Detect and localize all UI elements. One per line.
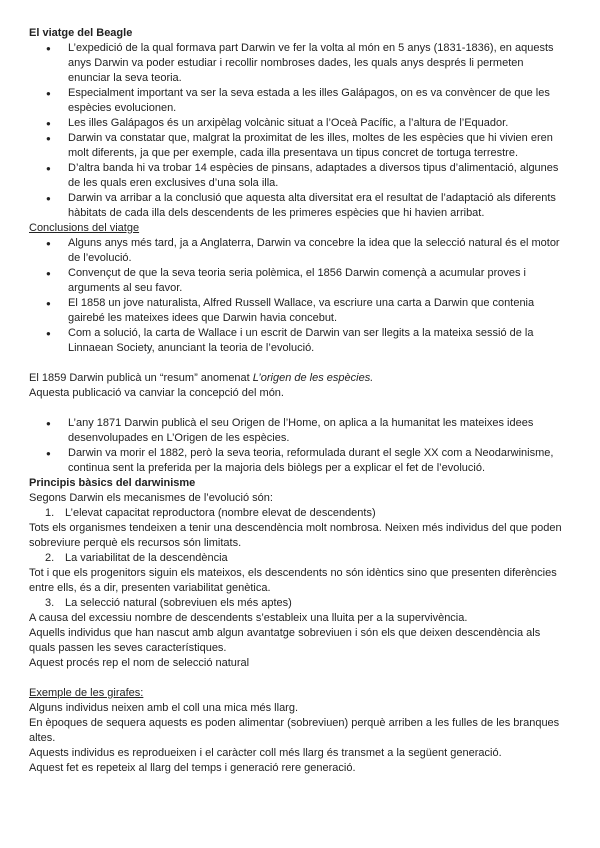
principle-text: A causa del excessiu nombre de descendents s’estableix una lluita per a la supervivència. [29,612,468,624]
origen-text: El 1859 Darwin publicà un “resum” anomenat [29,372,253,384]
list-item: ● L’any 1871 Darwin publicà el seu Origen de l’Home, on aplica a la humanitat les mateixes idees desenvolupades en L’Origen de les espècies. [68,416,568,446]
girafes-line: Aquest fet es repeteix al llarg del temps i generació rere generació. [29,762,356,774]
list-item: ● Com a solució, la carta de Wallace i un escrit de Darwin van ser llegits a la mateixa sessió de la Linnaean Society, anunciant la teoria de l’evolució. [68,326,568,356]
principle-number: 2. [45,552,55,564]
list-item: ● Especialment important va ser la seva estada a les illes Galápagos, on es va convèncer de que les espècies evolucionen. [68,86,568,116]
principle-title: La variabilitat de la descendència [65,552,228,564]
beagle-list [29,41,568,221]
list-item: ● Alguns anys més tard, ja a Anglaterra, Darwin va concebre la idea que la selecció natural és el motor de l’evolució. [68,236,568,266]
section-title-conclusions: Conclusions del viatge [29,222,140,234]
section-title-principis: Principis bàsics del darwinisme [29,477,196,489]
principle-title: L’elevat capacitat reproductora (nombre elevat de descendents) [65,507,376,519]
list-item: ● Darwin va arribar a la conclusió que aquesta alta diversitat era el resultat de l’adaptació als diferents hàbitats de cada illa dels descendents de les primeres espècies que hi havien arribat. [68,191,568,221]
principle-text: Tots els organismes tendeixen a tenir una descendència molt nombrosa. Neixen més individus del que poden sobreviure perquè els recursos són limitats. [29,522,562,549]
principle-number: 1. [45,507,55,519]
conclusions-list [29,236,568,356]
principle-3 [29,596,568,611]
list-item: ● L’expedició de la qual formava part Darwin ve fer la volta al món en 5 anys (1831-1836), en aquests anys Darwin va poder estudiar i recollir nombroses dades, les quals anys després li permeten enunciar la seva teoria. [68,41,568,86]
origen-paragraph [29,371,568,386]
principle-number: 3. [45,597,55,609]
principle-text: Tot i que els progenitors siguin els mateixos, els descendents no són idèntics sino que presenten diferències entre ells, és a dir, presenten variabilitat genètica. [29,567,557,594]
list-item: ● Les illes Galápagos és un arxipèlag volcànic situat a l’Oceà Pacífic, a l’altura de l’Equador. [68,116,568,131]
principle-1 [29,506,568,521]
principle-2 [29,551,568,566]
principis-intro: Segons Darwin els mecanismes de l’evolució són: [29,492,273,504]
principle-text: Aquells individus que han nascut amb algun avantatge sobreviuen i són els que deixen descendència als quals passen les seves característiques. [29,627,541,654]
list-item: ● Darwin va constatar que, malgrat la proximitat de les illes, moltes de les espècies que hi vivien eren molt diferents, ja que per exemple, cada illa presentava un tipus concret de tortuga terrestre. [68,131,568,161]
girafes-line: En èpoques de sequera aquests es poden alimentar (sobreviuen) perquè arriben a les fulles de les branques altes. [29,717,560,744]
girafes-line: Aquests individus es reprodueixen i el caràcter coll més llarg és transmet a la següent generació. [29,747,502,759]
list-item: ● Convençut de que la seva teoria seria polèmica, el 1856 Darwin començà a acumular proves i arguments al seu favor. [68,266,568,296]
origen-book-title: L’origen de les espècies. [252,372,374,384]
principle-text: Aquest procés rep el nom de selecció natural [29,657,250,669]
section-title-beagle: El viatge del Beagle [29,27,133,39]
principle-title: La selecció natural (sobreviuen els més aptes) [65,597,292,609]
list-item: ● El 1858 un jove naturalista, Alfred Russell Wallace, va escriure una carta a Darwin que contenia gairebé les mateixes idees que Darwin havia concebut. [68,296,568,326]
girafes-line: Alguns individus neixen amb el coll una mica més llarg. [29,702,299,714]
list-item: ● Darwin va morir el 1882, però la seva teoria, reformulada durant el segle XX com a Neodarwinisme, continua sent la preferida per la majoria dels biòlegs per a explicar el fet de l’evolució. [68,446,568,476]
origen-impact: Aquesta publicació va canviar la concepció del món. [29,387,284,399]
list-item: ● D’altra banda hi va trobar 14 espècies de pinsans, adaptades a diversos tipus d’alimentació, algunes de les quals eren exclusives d’una sola illa. [68,161,568,191]
later-list [29,416,568,476]
section-title-girafes: Exemple de les girafes: [29,687,144,699]
